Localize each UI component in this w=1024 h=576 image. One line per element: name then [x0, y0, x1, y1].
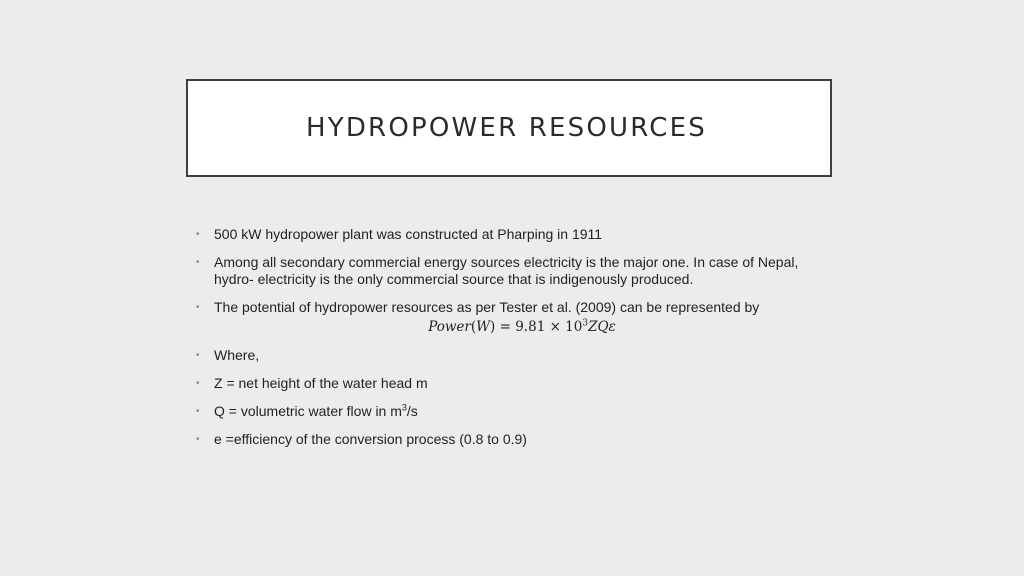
bullet-item [196, 403, 836, 420]
bullet-text: e =efficiency of the conversion process (0.8 to 0.9) [214, 431, 527, 447]
formula-open-paren: ( [470, 319, 477, 335]
formula-w: W [476, 319, 491, 335]
formula-power: Power [428, 319, 471, 335]
bullet-dot-icon: • [196, 257, 200, 268]
formula-close-paren: ) [490, 319, 496, 335]
bullet-item [196, 347, 836, 364]
bullet-list [196, 226, 836, 459]
bullet-text: Z = net height of the water head m [214, 375, 428, 391]
bullet-item [196, 431, 836, 448]
bullet-text: 500 kW hydropower plant was constructed at Pharping in 1911 [214, 226, 603, 242]
bullet-dot-icon: • [196, 350, 200, 361]
slide-title: HYDROPOWER RESOURCES [306, 113, 707, 143]
formula-exponent: 3 [582, 318, 589, 329]
bullet-item [196, 254, 836, 288]
bullet-text: The potential of hydropower resources as per Tester et al. (2009) can be represented by [214, 299, 760, 315]
bullet-dot-icon: • [196, 434, 200, 445]
power-formula [208, 319, 836, 336]
bullet-text-before: Q = volumetric water flow in m [214, 403, 402, 419]
bullet-text: Where, [214, 347, 260, 363]
bullet-dot-icon: • [196, 378, 200, 389]
bullet-text-after: /s [406, 403, 418, 419]
formula-constant: = 9.81 × 10 [495, 319, 583, 335]
bullet-item [196, 299, 836, 336]
formula-variables: ZQε [588, 319, 616, 335]
title-box [186, 79, 832, 177]
bullet-item [196, 375, 836, 392]
bullet-dot-icon: • [196, 406, 200, 417]
bullet-item [196, 226, 836, 243]
bullet-text: Among all secondary commercial energy sources electricity is the major one. In case of Nepal, hydro- electricity is the only commercial source that is indigenously produced. [214, 254, 799, 287]
bullet-dot-icon: • [196, 302, 200, 313]
bullet-superscript: 3 [401, 402, 407, 413]
bullet-dot-icon: • [196, 229, 200, 240]
